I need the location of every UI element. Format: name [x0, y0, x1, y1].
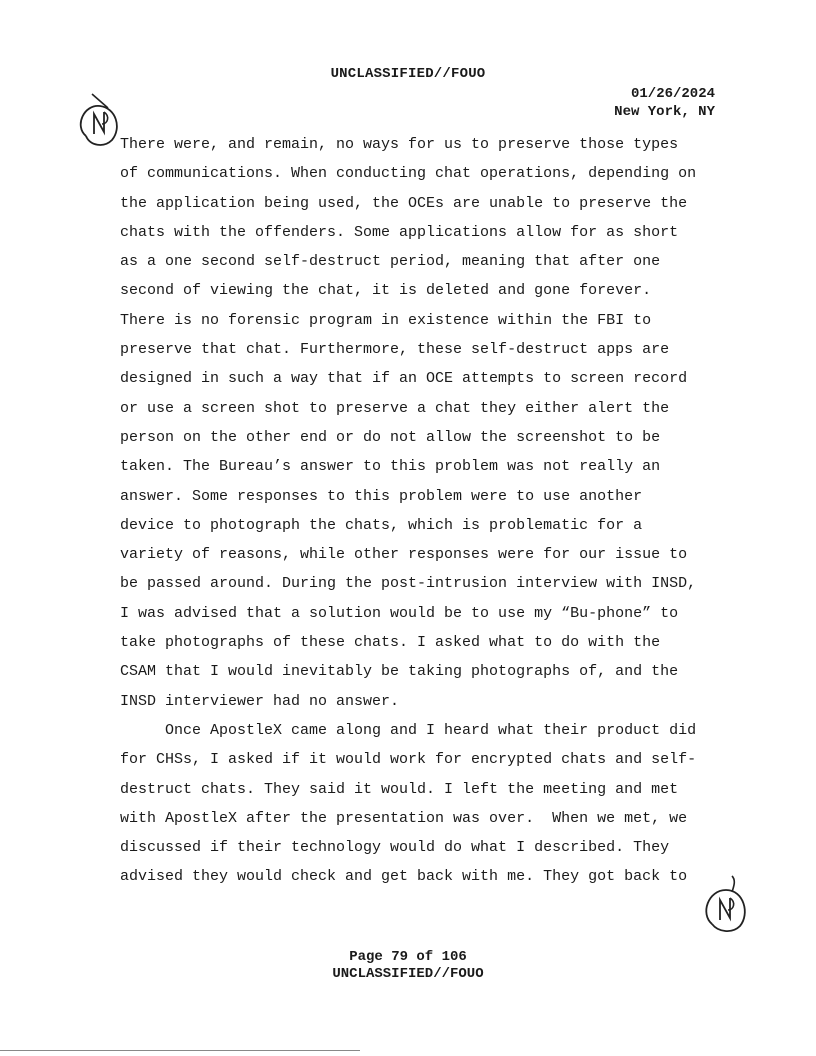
body-line: device to photograph the chats, which is problematic for a	[120, 516, 643, 534]
body-line: taken. The Bureau’s answer to this problem was not really an	[120, 458, 661, 476]
body-line: person on the other end or do not allow the screenshot to be	[120, 428, 661, 446]
handwritten-initials-stamp	[702, 874, 752, 936]
body-line: variety of reasons, while other responses were for our issue to	[120, 546, 688, 564]
body-line: the application being used, the OCEs are unable to preserve the	[120, 194, 688, 212]
body-line: Once ApostleX came along and I heard what their product did	[120, 721, 697, 739]
body-line: chats with the offenders. Some applications allow for as short	[120, 223, 679, 241]
document-body	[120, 130, 720, 892]
body-line: I was advised that a solution would be to use my “Bu-phone” to	[120, 604, 679, 622]
header-classification: UNCLASSIFIED//FOUO	[330, 66, 486, 82]
body-line: of communications. When conducting chat operations, depending on	[120, 165, 697, 183]
body-line: There were, and remain, no ways for us to preserve those types	[120, 136, 679, 153]
bottom-rule-divider	[0, 1050, 360, 1051]
handwritten-initials-stamp	[78, 92, 124, 150]
body-line: for CHSs, I asked if it would work for encrypted chats and self-	[120, 751, 697, 769]
body-line: or use a screen shot to preserve a chat they either alert the	[120, 399, 670, 417]
body-line: designed in such a way that if an OCE attempts to screen record	[120, 370, 688, 388]
body-line: answer. Some responses to this problem were to use another	[120, 487, 643, 505]
body-line: CSAM that I would inevitably be taking photographs of, and the	[120, 663, 679, 681]
body-line: as a one second self-destruct period, meaning that after one	[120, 253, 661, 271]
body-line: be passed around. During the post-intrusion interview with INSD,	[120, 575, 697, 593]
header-location: New York, NY	[614, 104, 715, 120]
header-date: 01/26/2024	[630, 86, 715, 102]
body-line: advised they would check and get back with me. They got back to	[120, 868, 688, 886]
body-line: take photographs of these chats. I asked what to do with the	[120, 634, 661, 652]
body-line: preserve that chat. Furthermore, these self-destruct apps are	[120, 341, 670, 359]
body-line: INSD interviewer had no answer.	[120, 692, 400, 710]
footer-classification: UNCLASSIFIED//FOUO	[332, 966, 484, 982]
body-line: There is no forensic program in existence within the FBI to	[120, 311, 652, 329]
body-line: discussed if their technology would do what I described. They	[120, 839, 670, 857]
body-line: second of viewing the chat, it is deleted and gone forever.	[120, 282, 652, 300]
body-line: destruct chats. They said it would. I left the meeting and met	[120, 780, 679, 798]
page-number: Page 79 of 106	[349, 949, 467, 965]
body-line: with ApostleX after the presentation was over. When we met, we	[120, 809, 688, 827]
